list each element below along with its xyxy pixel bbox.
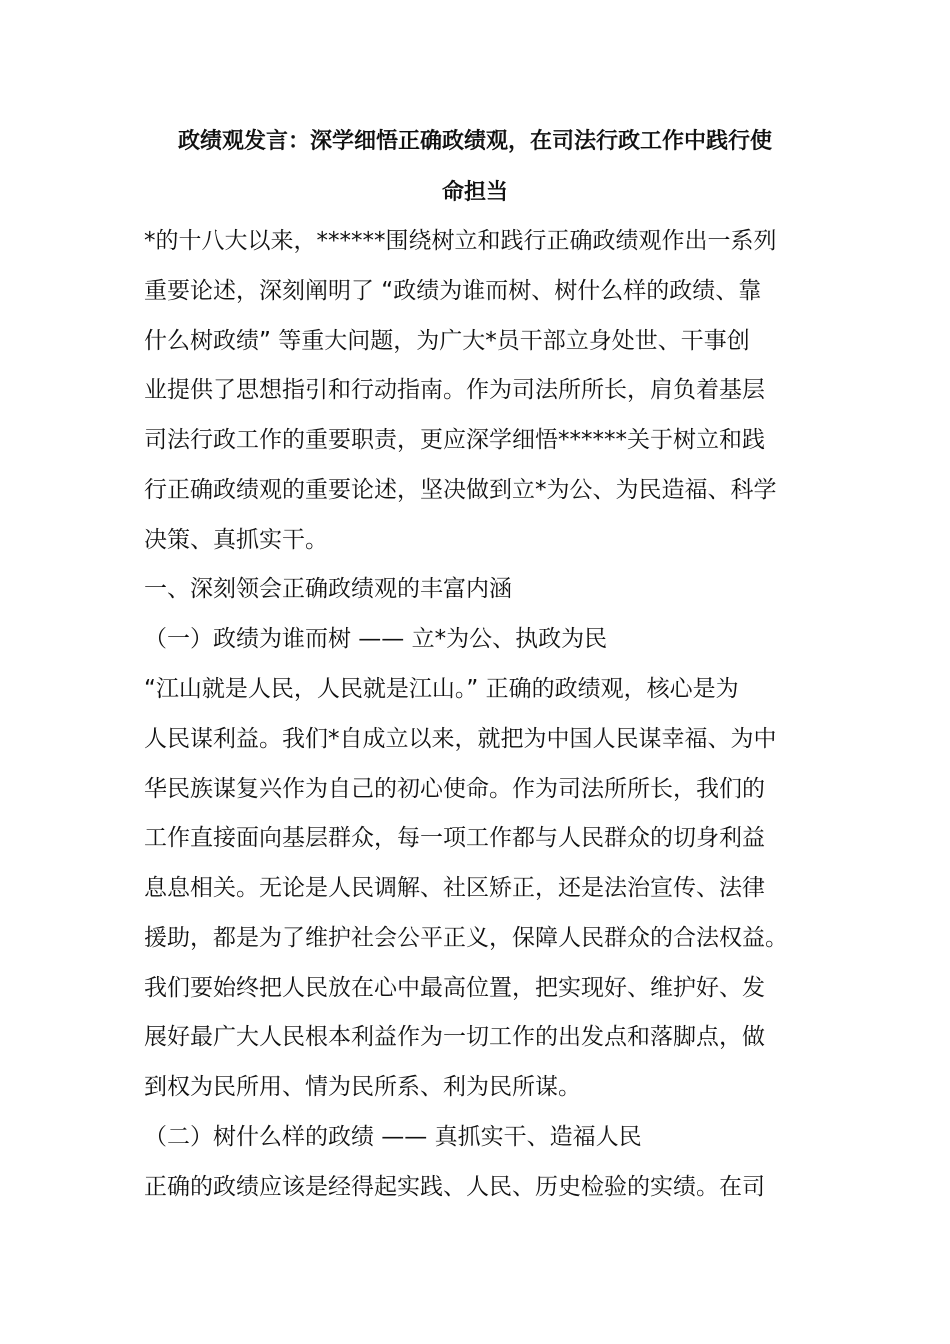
body-line: *的十八大以来，******围绕树立和践行正确政绩观作出一系列 [144, 228, 777, 254]
subsection-heading: （二）树什么样的政绩 —— 真抓实干、造福人民 [144, 1124, 642, 1150]
body-line: 司法行政工作的重要职责，更应深学细悟******关于树立和践 [144, 427, 765, 453]
body-line: 业提供了思想指引和行动指南。作为司法所所长，肩负着基层 [144, 377, 765, 403]
body-line: 展好最广大人民根本利益作为一切工作的出发点和落脚点，做 [144, 1024, 765, 1050]
body-line: 援助，都是为了维护社会公平正义，保障人民群众的合法权益。 [144, 925, 788, 951]
body-line: 什么树政绩” 等重大问题，为广大*员干部立身处世、干事创 [144, 328, 750, 354]
subsection-heading: （一）政绩为谁而树 —— 立*为公、执政为民 [144, 626, 608, 652]
body-line: 息息相关。无论是人民调解、社区矫正，还是法治宣传、法律 [144, 875, 765, 901]
body-line: “江山就是人民，人民就是江山。” 正确的政绩观，核心是为 [144, 676, 739, 702]
document-title-line-1: 政绩观发言：深学细悟正确政绩观，在司法行政工作中践行使 [177, 129, 772, 154]
document-title-line-2: 命担当 [441, 180, 508, 205]
body-line: 到权为民所用、情为民所系、利为民所谋。 [144, 1074, 581, 1100]
body-line: 华民族谋复兴作为自己的初心使命。作为司法所所长，我们的 [144, 776, 765, 802]
body-line: 我们要始终把人民放在心中最高位置，把实现好、维护好、发 [144, 975, 765, 1001]
body-line: 工作直接面向基层群众，每一项工作都与人民群众的切身利益 [144, 825, 765, 851]
body-line: 正确的政绩应该是经得起实践、人民、历史检验的实绩。在司 [144, 1174, 765, 1200]
body-line: 行正确政绩观的重要论述，坚决做到立*为公、为民造福、科学 [144, 477, 777, 503]
body-line: 人民谋利益。我们*自成立以来，就把为中国人民谋幸福、为中 [144, 726, 777, 752]
body-line: 重要论述，深刻阐明了 “政绩为谁而树、树什么样的政绩、靠 [144, 278, 762, 304]
section-heading: 一、深刻领会正确政绩观的丰富内涵 [144, 576, 512, 602]
body-line: 决策、真抓实干。 [144, 527, 328, 553]
